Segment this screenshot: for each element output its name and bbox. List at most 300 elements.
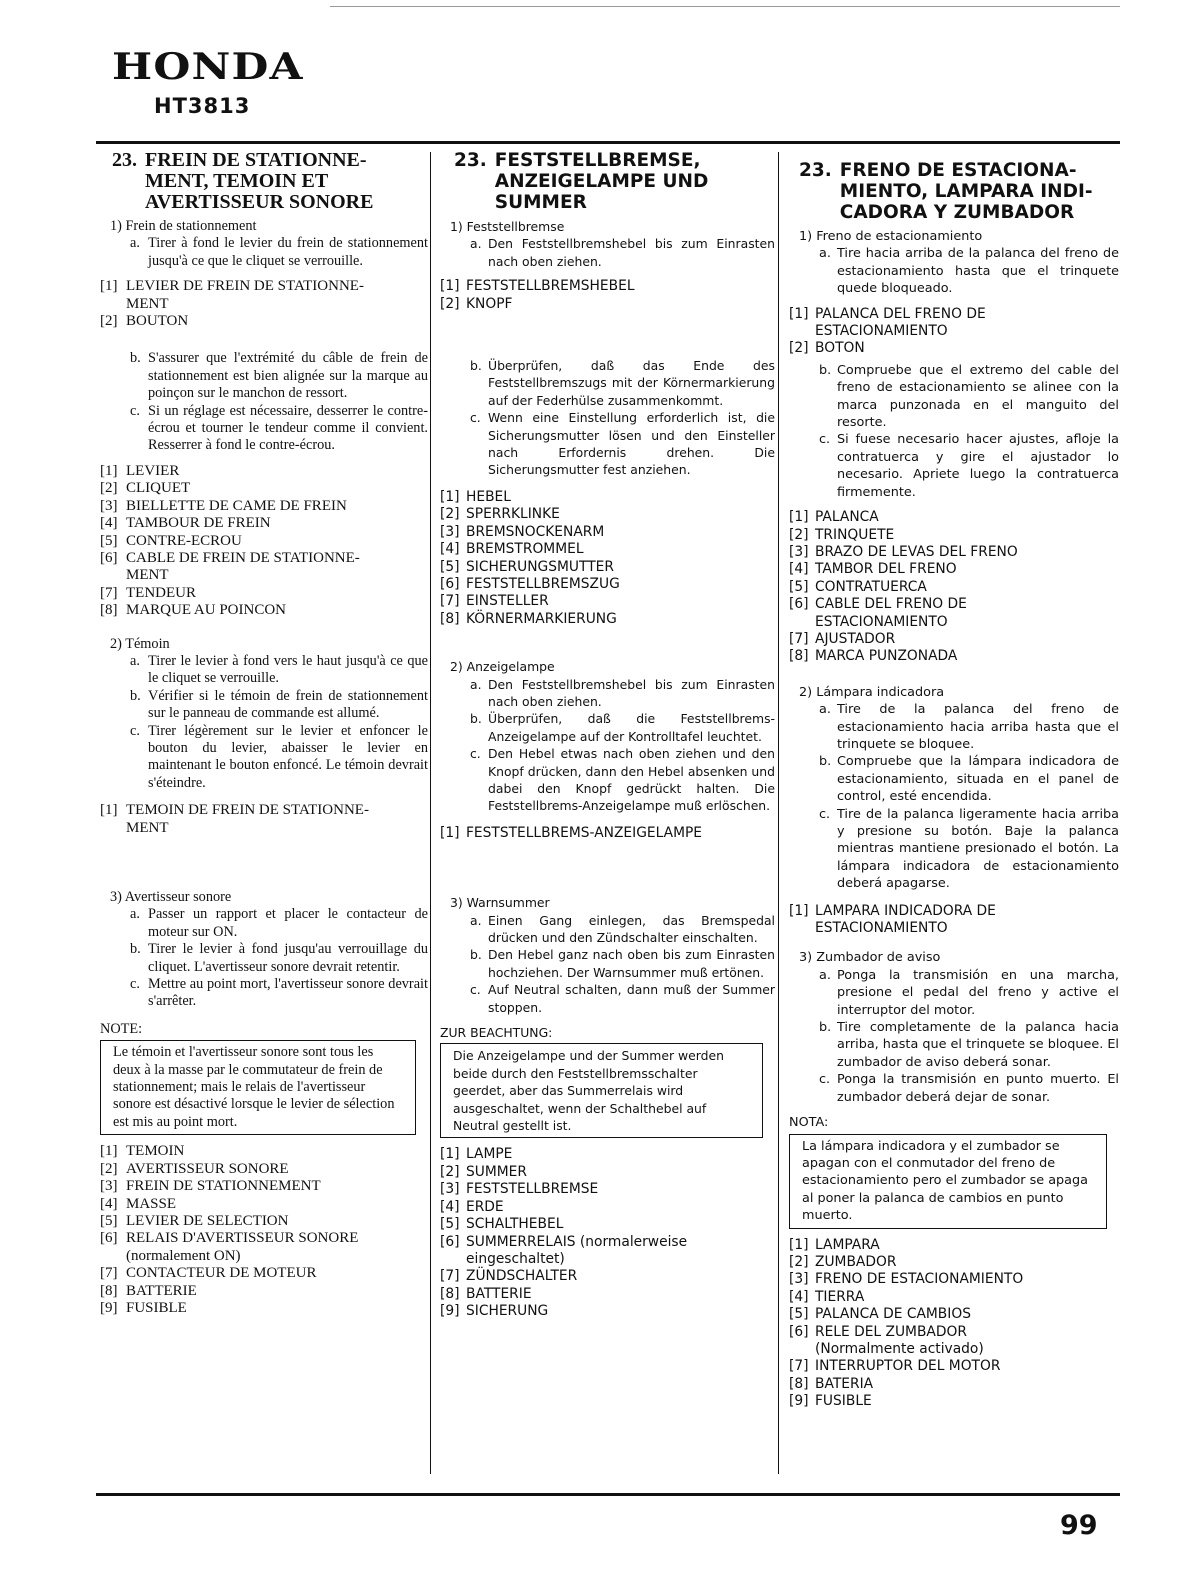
step-item-text: Compruebe que el extremo del cable del freno de estacionamiento se alinee con la marca punzonada en el manguito del resorte.	[837, 362, 1119, 431]
callout-text: ERDE	[466, 1198, 504, 1215]
callout-item	[440, 1268, 775, 1285]
callout-text: FESTSTELLBREMSHEBEL	[466, 278, 635, 295]
callout-number: [2]	[789, 526, 809, 543]
callout-number: [1]	[789, 305, 809, 322]
callout-number: [6]	[100, 1230, 118, 1247]
callout-text: AVERTISSEUR SONORE	[126, 1160, 289, 1177]
footer-rule	[96, 1493, 1120, 1496]
step-item-text: Ponga la transmisión en una marcha, presione el pedal del freno y active el interruptor del motor.	[837, 967, 1119, 1018]
callout-item	[100, 498, 428, 515]
callout-number: [4]	[789, 1288, 809, 1305]
callout-text: KNOPF	[466, 295, 513, 312]
callout-text: PALANCA DE CAMBIOS	[815, 1306, 971, 1323]
callout-list	[789, 903, 1119, 938]
s1-block	[440, 218, 775, 270]
callout-item	[789, 1393, 1119, 1410]
step-item-label: a.	[470, 676, 482, 692]
callout-item	[440, 524, 775, 541]
step-item-b	[130, 941, 428, 976]
callout-text: SUMMERRELAIS (normalerweise eingeschaltet)	[466, 1233, 688, 1267]
step-item-text: Tirer à fond le levier du frein de stationnement jusqu'à ce que le cliquet se verrouille.	[148, 235, 428, 269]
callout-item	[100, 1300, 428, 1317]
callout-text: CABLE DE FREIN DE STATIONNE- MENT	[126, 549, 360, 584]
section-title-text: FRENO DE ESTACIONA- MIENTO, LAMPARA INDI- CADORA Y ZUMBADOR	[839, 160, 1093, 223]
callout-text: TAMBOR DEL FRENO	[815, 561, 957, 578]
callout-text: BATTERIE	[126, 1282, 197, 1299]
step-item-text: Tire de la palanca del freno de estacionamiento hacia arriba hasta que el trinquete se bloquee.	[837, 702, 1119, 752]
callout-number: [1]	[440, 488, 460, 505]
callout-item	[789, 1271, 1119, 1288]
step-heading-1: 1) Freno de estacionamiento	[799, 229, 983, 244]
callout-item	[440, 611, 775, 628]
step-item-text: Den Hebel ganz nach oben bis zum Einrasten hochziehen. Der Warnsummer muß ertönen.	[488, 947, 775, 980]
step-item-label: b.	[470, 358, 482, 374]
step-item-label: a.	[130, 235, 140, 252]
step-item-text: Tirer le levier à fond vers le haut jusqu'à ce que le cliquet se verrouille.	[148, 652, 428, 687]
callout-item	[789, 527, 1119, 544]
callout-number: [2]	[789, 340, 809, 357]
step-item-text: Passer un rapport et placer le contacteur de moteur sur ON.	[148, 906, 428, 940]
callout-text: SPERRKLINKE	[466, 506, 560, 523]
step-item-text: Überprüfen, daß die Feststellbrems-Anzeigelampe auf der Kontrolltafel leuchtet.	[488, 711, 775, 744]
step-heading-2: 2) Anzeigelampe	[450, 659, 555, 675]
note-box: La lámpara indicadora y el zumbador se apagan con el conmutador del freno de estacionamiento pero el zumbador se apaga al poner la palanca de cambios en punto muerto.	[789, 1134, 1107, 1229]
callout-number: [7]	[440, 1268, 460, 1285]
callout-text: FUSIBLE	[815, 1393, 872, 1410]
callout-text: LEVIER	[126, 462, 180, 479]
callout-number: [2]	[440, 506, 460, 523]
callout-number: [1]	[440, 824, 460, 841]
callout-number: [8]	[789, 648, 809, 665]
callout-number: [3]	[440, 1181, 460, 1198]
callout-item	[440, 559, 775, 576]
callout-list	[100, 463, 428, 620]
page-number: 99	[1060, 1510, 1098, 1541]
callout-list	[440, 278, 775, 313]
callout-number: [3]	[440, 523, 460, 540]
callout-item	[100, 480, 428, 497]
step-item-text: Mettre au point mort, l'avertisseur sonore devrait s'arrêter.	[148, 976, 428, 1010]
callout-number: [9]	[100, 1299, 118, 1316]
step-item-label: a.	[819, 246, 831, 262]
callout-number: [4]	[440, 1198, 460, 1215]
note-heading: NOTE:	[100, 1020, 143, 1037]
callout-number: [1]	[100, 802, 118, 819]
callout-number: [4]	[440, 541, 460, 558]
column-french	[100, 150, 428, 1317]
callout-list	[440, 1146, 775, 1320]
callout-text: INTERRUPTOR DEL MOTOR	[815, 1358, 1001, 1375]
section-title-text: FESTSTELLBREMSE, ANZEIGELAMPE UND SUMMER	[494, 150, 709, 213]
callout-text: FRENO DE ESTACIONAMIENTO	[815, 1271, 1024, 1288]
callout-item	[789, 1237, 1119, 1254]
note-box: Die Anzeigelampe und der Summer werden beide durch den Feststellbremsschalter geerdet, aber das Summerrelais wird ausgeschaltet, wenn der Schalthebel auf Neutral gestellt ist.	[440, 1043, 763, 1138]
s1b-block	[789, 362, 1119, 501]
callout-number: [6]	[440, 1233, 460, 1250]
step-item-text: Tire hacia arriba de la palanca del freno de estacionamiento hasta que el trinquete quede bloqueado.	[837, 246, 1119, 297]
step-item-text: Auf Neutral schalten, dann muß der Summer stoppen.	[488, 982, 775, 1015]
callout-number: [5]	[789, 578, 809, 595]
step-item-a	[130, 906, 428, 941]
callout-list	[100, 1143, 428, 1317]
callout-text: MARQUE AU POINCON	[126, 602, 287, 619]
step-item-label: a.	[130, 906, 140, 923]
callout-text: SCHALTHEBEL	[466, 1216, 564, 1233]
callout-text: LEVIER DE SELECTION	[126, 1212, 289, 1229]
callout-text: LAMPARA INDICADORA DE ESTACIONAMIENTO	[815, 902, 996, 937]
callout-number: [2]	[440, 295, 460, 312]
callout-number: [7]	[789, 630, 809, 647]
column-divider-1	[430, 152, 431, 1474]
step-item-c	[470, 409, 775, 479]
callout-item	[789, 544, 1119, 561]
step-item-label: c.	[819, 806, 831, 822]
callout-item	[440, 1234, 775, 1269]
step-item-b	[819, 1019, 1119, 1071]
s3-block	[100, 889, 428, 1011]
note-heading: ZUR BEACHTUNG:	[440, 1025, 553, 1041]
callout-item	[440, 489, 775, 506]
step-item-text: Einen Gang einlegen, das Bremspedal drücken und den Zündschalter einschalten.	[488, 912, 775, 945]
callout-number: [1]	[789, 902, 809, 919]
callout-item	[440, 1146, 775, 1163]
callout-item	[100, 1265, 428, 1282]
step-heading-3: 3) Warnsummer	[450, 895, 550, 911]
step-item-a	[130, 653, 428, 688]
callout-text: TEMOIN	[126, 1143, 185, 1160]
callout-text: LAMPARA	[815, 1236, 880, 1253]
column-divider-2	[778, 152, 779, 1474]
top-hairline	[330, 6, 1120, 7]
section-title	[112, 150, 428, 213]
callout-number: [5]	[440, 558, 460, 575]
callout-item	[789, 561, 1119, 578]
step-item-label: a.	[819, 702, 831, 718]
callout-item	[100, 1213, 428, 1230]
callout-item	[100, 533, 428, 550]
step-item-label: c.	[130, 976, 140, 993]
callout-item	[440, 593, 775, 610]
step-item-label: c.	[470, 982, 481, 998]
s3-block	[440, 894, 775, 1016]
callout-number: [7]	[100, 584, 118, 601]
step-item-label: b.	[470, 711, 482, 727]
note-heading: NOTA:	[789, 1115, 829, 1131]
callout-item	[100, 602, 428, 619]
callout-item	[100, 463, 428, 480]
callout-item	[100, 1178, 428, 1195]
step-item-label: c.	[130, 722, 140, 739]
step-item-c	[470, 981, 775, 1016]
callout-item	[100, 550, 428, 585]
callout-text: BREMSTROMMEL	[466, 541, 584, 558]
step-item-label: a.	[819, 967, 831, 983]
callout-number: [2]	[440, 1163, 460, 1180]
callout-item	[100, 278, 428, 313]
callout-text: BRAZO DE LEVAS DEL FRENO	[815, 543, 1018, 560]
s3-block	[789, 949, 1119, 1106]
callout-item	[440, 1216, 775, 1233]
callout-item	[440, 1164, 775, 1181]
callout-item	[100, 1143, 428, 1160]
callout-item	[100, 515, 428, 532]
step-item-text: Si fuese necesario hacer ajustes, afloje la contratuerca y gire el ajustador lo necesario. Apriete luego la contratuerca firmemente.	[837, 432, 1119, 500]
step-item-b	[470, 946, 775, 981]
step-item-text: Den Feststellbremshebel bis zum Einrasten nach oben ziehen.	[488, 676, 775, 709]
callout-item	[789, 596, 1119, 631]
callout-text: LEVIER DE FREIN DE STATIONNE- MENT	[126, 278, 364, 312]
callout-text: SUMMER	[466, 1163, 527, 1180]
step-item-label: b.	[819, 362, 832, 378]
step-item-c	[819, 431, 1119, 501]
callout-item	[440, 1286, 775, 1303]
step-heading-3: 3) Zumbador de aviso	[799, 950, 941, 966]
callout-text: TEMOIN DE FREIN DE STATIONNE- MENT	[126, 802, 369, 836]
callout-number: [3]	[100, 497, 118, 514]
callout-list	[440, 489, 775, 628]
callout-item	[789, 1376, 1119, 1393]
step-item-a	[819, 245, 1119, 297]
callout-number: [1]	[789, 1236, 809, 1253]
step-item-b	[130, 350, 428, 402]
step-heading-2: 2) Lámpara indicadora	[799, 684, 945, 700]
callout-text: PALANCA	[815, 509, 879, 526]
callout-text: BREMSNOCKENARM	[466, 523, 605, 540]
section-title	[454, 150, 775, 213]
callout-text: FREIN DE STATIONNEMENT	[126, 1178, 321, 1195]
step-heading-3: 3) Avertisseur sonore	[110, 889, 232, 905]
callout-number: [6]	[789, 1323, 809, 1340]
s2-block	[440, 658, 775, 815]
step-item-text: S'assurer que l'extrémité du câble de frein de stationnement est bien alignée sur la marque au poinçon sur le manchon de ressort.	[148, 350, 428, 402]
callout-text: BATERIA	[815, 1375, 874, 1392]
s2-block	[100, 636, 428, 793]
step-item-label: a.	[470, 912, 482, 928]
callout-item	[100, 802, 428, 837]
callout-text: FESTSTELLBREMSZUG	[466, 575, 620, 592]
callout-text: KÖRNERMARKIERUNG	[466, 610, 617, 627]
callout-number: [2]	[789, 1253, 809, 1270]
callout-item	[789, 1254, 1119, 1271]
step-item-c	[130, 403, 428, 455]
step-item-label: b.	[819, 1020, 832, 1036]
callout-number: [7]	[440, 593, 460, 610]
callout-list	[100, 278, 428, 330]
callout-text: TAMBOUR DE FREIN	[126, 515, 271, 532]
callout-text: ZÜNDSCHALTER	[466, 1268, 578, 1285]
step-item-label: c.	[470, 410, 481, 426]
step-item-label: b.	[130, 687, 141, 704]
callout-number: [2]	[100, 1160, 118, 1177]
callout-number: [1]	[440, 278, 460, 295]
callout-text: ZUMBADOR	[815, 1253, 897, 1270]
callout-item	[789, 648, 1119, 665]
callout-item	[789, 509, 1119, 526]
callout-number: [4]	[789, 561, 809, 578]
callout-list	[100, 802, 428, 837]
callout-number: [1]	[789, 509, 809, 526]
callout-number: [3]	[789, 1271, 809, 1288]
callout-text: RELE DEL ZUMBADOR (Normalmente activado)	[815, 1323, 984, 1357]
callout-number: [3]	[789, 543, 809, 560]
step-item-label: a.	[470, 236, 482, 252]
section-number: 23.	[112, 149, 137, 171]
callout-text: BIELLETTE DE CAME DE FREIN	[126, 497, 347, 514]
step-heading-2: 2) Témoin	[110, 635, 170, 652]
step-item-text: Tirer légèrement sur le levier et enfoncer le bouton du levier, abaisser le levier en maintenant le bouton enfoncé. Le témoin devrait s'éteindre.	[148, 722, 428, 791]
callout-text: LAMPE	[466, 1146, 513, 1163]
step-item-label: a.	[130, 652, 140, 669]
step-item-text: Vérifier si le témoin de frein de stationnement sur le panneau de commande est allumé.	[148, 687, 428, 722]
callout-text: SICHERUNGSMUTTER	[466, 558, 614, 575]
column-german	[440, 150, 775, 1321]
header-rule	[96, 141, 1120, 144]
step-item-label: c.	[130, 402, 140, 419]
step-item-text: Tire de la palanca ligeramente hacia arriba y presione su botón. Baje la palanca mientras mantiene presionado el botón. La lámpara indicadora de estacionamiento deberá apagarse.	[837, 806, 1119, 892]
callout-text: BOUTON	[126, 313, 189, 330]
step-item-a	[470, 235, 775, 270]
callout-text: FESTSTELLBREMSE	[466, 1181, 599, 1198]
callout-text: AJUSTADOR	[815, 630, 896, 647]
callout-number: [8]	[789, 1375, 809, 1392]
step-item-label: b.	[819, 754, 832, 770]
step-item-a	[130, 235, 428, 270]
section-title	[799, 160, 1119, 223]
callout-number: [6]	[440, 575, 460, 592]
callout-text: BATTERIE	[466, 1285, 532, 1302]
step-item-label: c.	[470, 746, 481, 762]
step-heading-1: 1) Frein de stationnement	[110, 218, 257, 234]
callout-item	[440, 825, 775, 842]
section-number: 23.	[799, 160, 832, 181]
callout-text: MASSE	[126, 1195, 177, 1212]
step-item-b	[819, 362, 1119, 432]
step-item-b	[470, 357, 775, 409]
callout-item	[440, 506, 775, 523]
callout-text: BOTON	[815, 340, 865, 357]
s1-block	[100, 218, 428, 270]
callout-number: [1]	[100, 278, 118, 295]
callout-text: TRINQUETE	[815, 526, 895, 543]
step-item-b	[470, 710, 775, 745]
callout-number: [1]	[440, 1146, 460, 1163]
callout-item	[100, 1196, 428, 1213]
step-heading-1: 1) Feststellbremse	[450, 219, 565, 234]
callout-item	[440, 296, 775, 313]
callout-number: [6]	[100, 549, 118, 566]
callout-number: [8]	[100, 602, 118, 619]
s1b-block	[100, 350, 428, 454]
step-item-text: Tire completamente de la palanca hacia arriba, hasta que el trinquete se bloquee. El zumbador de aviso deberá sonar.	[837, 1020, 1119, 1070]
step-item-label: b.	[130, 941, 141, 958]
callout-item	[789, 340, 1119, 357]
callout-number: [9]	[789, 1393, 809, 1410]
callout-text: TIERRA	[815, 1288, 865, 1305]
callout-item	[789, 1324, 1119, 1359]
callout-item	[789, 1306, 1119, 1323]
step-item-c	[819, 1071, 1119, 1106]
callout-text: TENDEUR	[126, 584, 196, 601]
callout-number: [8]	[100, 1282, 118, 1299]
callout-text: CONTRATUERCA	[815, 578, 927, 595]
callout-number: [5]	[440, 1216, 460, 1233]
callout-item	[440, 541, 775, 558]
brand-logo: HONDA	[112, 46, 304, 88]
callout-item	[440, 576, 775, 593]
s2-block	[789, 684, 1119, 893]
callout-item	[789, 306, 1119, 341]
step-item-b	[130, 688, 428, 723]
callout-item	[789, 631, 1119, 648]
callout-list	[789, 1237, 1119, 1411]
step-item-c	[130, 976, 428, 1011]
step-item-text: Ponga la transmisión en punto muerto. El zumbador deberá dejar de sonar.	[837, 1072, 1119, 1105]
callout-list	[440, 825, 775, 842]
callout-item	[440, 278, 775, 295]
callout-number: [8]	[440, 1285, 460, 1302]
step-item-text: Wenn eine Einstellung erforderlich ist, die Sicherungsmutter lösen und den Einsteller nach Erfordernis drehen. Die Sicherungsmutter fest anziehen.	[488, 410, 775, 478]
callout-item	[100, 1230, 428, 1265]
callout-item	[789, 1289, 1119, 1306]
callout-item	[100, 1283, 428, 1300]
callout-item	[789, 579, 1119, 596]
step-item-label: b.	[130, 350, 141, 367]
callout-text: PALANCA DEL FRENO DE ESTACIONAMIENTO	[815, 305, 986, 340]
callout-text: SICHERUNG	[466, 1303, 549, 1320]
note-box: Le témoin et l'avertisseur sonore sont tous les deux à la masse par le commutateur de frein de stationnement; mais le relais de l'avertisseur sonore est désactivé lorsque le levier de sélection est mis au point mort.	[100, 1040, 416, 1135]
callout-item	[440, 1199, 775, 1216]
callout-item	[789, 903, 1119, 938]
callout-list	[789, 306, 1119, 358]
callout-number: [5]	[100, 1212, 118, 1229]
step-item-text: Tirer le levier à fond jusqu'au verrouillage du cliquet. L'avertisseur sonore devrait retentir.	[148, 941, 428, 975]
callout-item	[789, 1358, 1119, 1375]
callout-number: [4]	[100, 515, 118, 532]
callout-number: [5]	[789, 1306, 809, 1323]
callout-number: [7]	[100, 1265, 118, 1282]
section-number: 23.	[454, 150, 487, 171]
callout-number: [2]	[100, 480, 118, 497]
step-item-text: Den Hebel etwas nach oben ziehen und den Knopf drücken, dann den Hebel absenken und dabei den Knopf gedrückt halten. Die Feststellbrems-Anzeigelampe muß erlöschen.	[488, 746, 775, 814]
model-number: HT3813	[154, 94, 251, 118]
step-item-a	[819, 701, 1119, 753]
step-item-a	[470, 912, 775, 947]
callout-number: [6]	[789, 596, 809, 613]
s1b-block	[440, 357, 775, 479]
step-item-text: Überprüfen, daß das Ende des Feststellbremszugs mit der Körnermarkierung auf der Federhülse zusammenkommt.	[488, 358, 775, 408]
callout-number: [7]	[789, 1358, 809, 1375]
step-item-a	[819, 967, 1119, 1019]
section-title-text: FREIN DE STATIONNE- MENT, TEMOIN ET AVERTISSEUR SONORE	[145, 149, 374, 213]
step-item-label: c.	[819, 1072, 831, 1088]
callout-text: FUSIBLE	[126, 1299, 187, 1316]
callout-item	[100, 1161, 428, 1178]
callout-text: CLIQUET	[126, 480, 191, 497]
callout-number: [4]	[100, 1195, 118, 1212]
step-item-b	[819, 753, 1119, 805]
step-item-a	[470, 676, 775, 711]
callout-text: HEBEL	[466, 488, 511, 505]
callout-item	[440, 1181, 775, 1198]
callout-item	[100, 313, 428, 330]
callout-text: CONTACTEUR DE MOTEUR	[126, 1265, 317, 1282]
callout-text: CABLE DEL FRENO DE ESTACIONAMIENTO	[815, 596, 967, 630]
callout-item	[440, 1303, 775, 1320]
callout-number: [1]	[100, 1143, 118, 1160]
step-item-text: Den Feststellbremshebel bis zum Einrasten nach oben ziehen.	[488, 236, 775, 269]
callout-list	[789, 509, 1119, 666]
step-item-text: Compruebe que la lámpara indicadora de estacionamiento, situada en el panel de control, esté encendida.	[837, 754, 1119, 805]
